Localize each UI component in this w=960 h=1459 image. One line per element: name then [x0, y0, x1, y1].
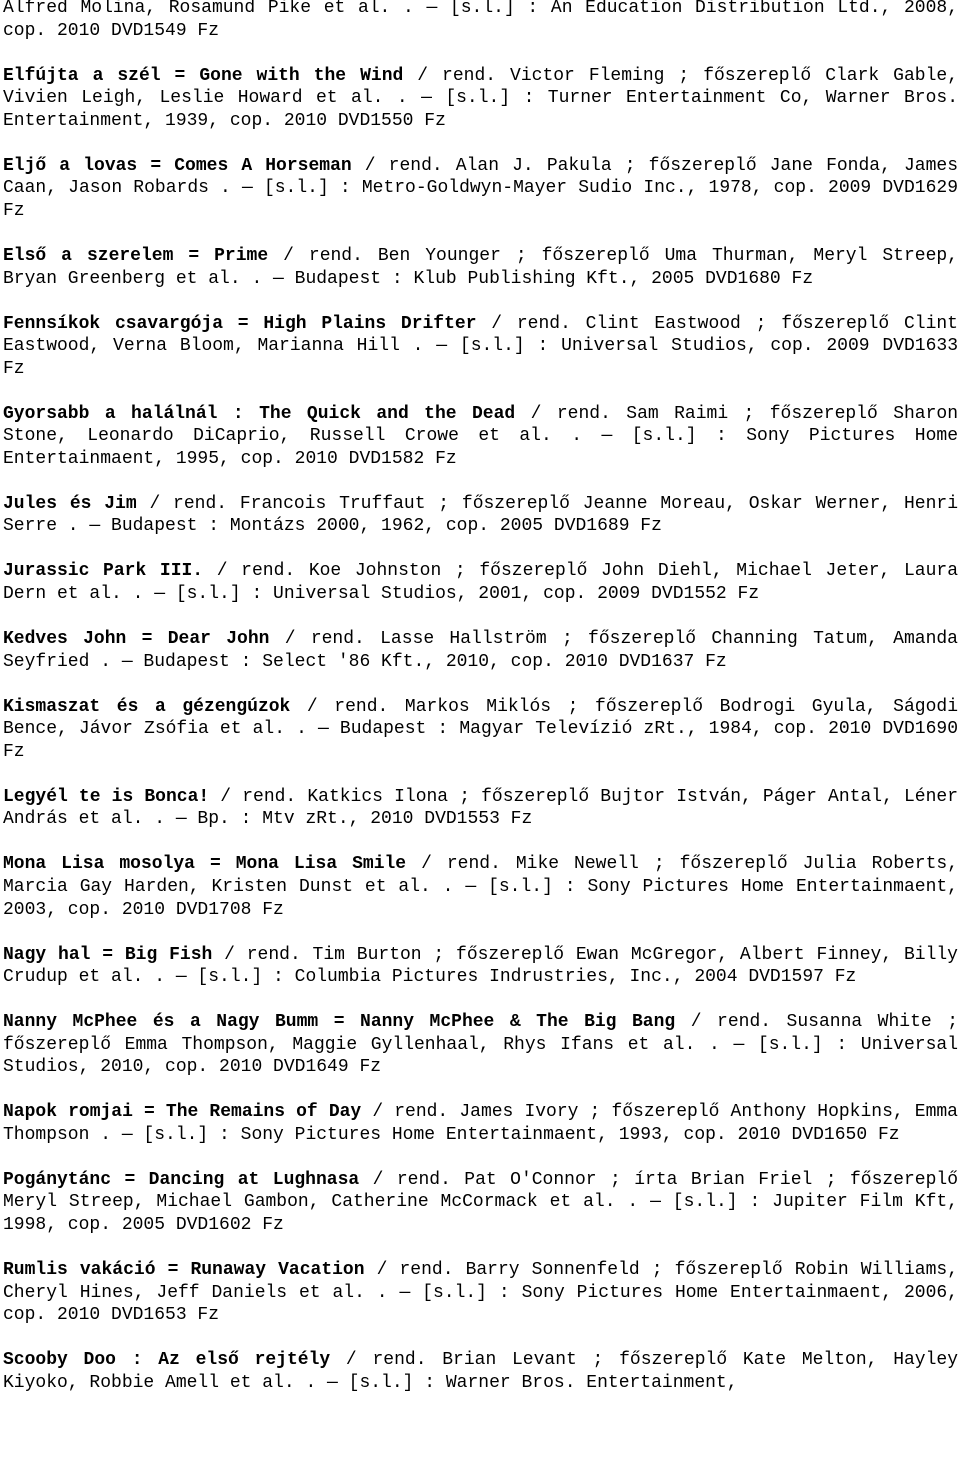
entry-details: / rend. Susanna White ; főszereplő Emma Thompson, Maggie Gyllenhaal, Rhys Ifans et al. . — [s.l.] : Universal Studios, 2010, cop. 2010 DVD1649 Fz: [3, 1012, 959, 1078]
entry-details: / rend. Victor Fleming ; főszereplő Clark Gable, Vivien Leigh, Leslie Howard et al. . — [s.l.] : Turner Entertainment Co, Warner Bros. Entertainment, 1939, cop. 2010 DVD1550 Fz: [3, 65, 958, 131]
catalog-entry: [3, 155, 958, 223]
entry-details: / rend. Ben Younger ; főszereplő Uma Thurman, Meryl Streep, Bryan Greenberg et al. . — Budapest : Klub Publishing Kft., 2005 DVD1680 Fz: [3, 245, 958, 289]
catalog-entry: [3, 0, 958, 42]
entry-title: Napok romjai = The Remains of Day: [3, 1102, 362, 1123]
entry-title: Elfújta a szél = Gone with the Wind: [3, 65, 404, 86]
catalog-entry: [3, 1101, 958, 1146]
catalog-entry: [3, 696, 958, 764]
entry-title: Első a szerelem = Prime: [3, 245, 269, 266]
entry-details: / rend. Barry Sonnenfeld ; főszereplő Robin Williams, Cheryl Hines, Jeff Daniels et al. . — [s.l.] : Sony Pictures Home Entertainmaent, 2006, cop. 2010 DVD1653 Fz: [3, 1260, 958, 1326]
entry-title: Eljő a lovas = Comes A Horseman: [3, 155, 352, 176]
entry-title: Mona Lisa mosolya = Mona Lisa Smile: [3, 854, 407, 875]
entry-details: / rend. Brian Levant ; főszereplő Kate Melton, Hayley Kiyoko, Robbie Amell et al. . — [s.l.] : Warner Bros. Entertainment,: [3, 1350, 959, 1393]
entry-title: Kedves John = Dear John: [3, 629, 270, 649]
entry-title: Nagy hal = Big Fish: [3, 944, 213, 965]
entry-details: Alfred Molina, Rosamund Pike et al. . — [s.l.] : An Education Distribution Ltd., 2008, cop. 2010 DVD1549 Fz: [3, 0, 958, 41]
catalog-entry: [3, 493, 958, 538]
entry-details: / rend. Alan J. Pakula ; főszereplő Jane Fonda, James Caan, Jason Robards . — [s.l.] : Metro-Goldwyn-Mayer Sudio Inc., 1978, cop. 2009 DVD1629 Fz: [3, 155, 958, 221]
entry-details: / rend. Katkics Ilona ; főszereplő Bujtor István, Páger Antal, Léner András et al. . — Bp. : Mtv zRt., 2010 DVD1553 Fz: [3, 786, 958, 830]
entry-title: Gyorsabb a halálnál : The Quick and the Dead: [3, 403, 516, 424]
entry-title: Nanny McPhee és a Nagy Bumm = Nanny McPhee & The Big Bang: [3, 1012, 676, 1033]
catalog-entry: [3, 944, 958, 989]
catalog-entry: [3, 853, 958, 921]
entry-title: Jurassic Park III.: [3, 561, 204, 582]
entry-title: Rumlis vakáció = Runaway Vacation: [3, 1260, 365, 1280]
catalog-entry: [3, 786, 958, 831]
entry-title: Pogánytánc = Dancing at Lughnasa: [3, 1169, 360, 1190]
entry-details: / rend. Sam Raimi ; főszereplő Sharon Stone, Leonardo DiCaprio, Russell Crowe et al. . — [s.l.] : Sony Pictures Home Entertainmaent, 1995, cop. 2010 DVD1582 Fz: [3, 403, 959, 469]
entry-details: / rend. James Ivory ; főszereplő Anthony Hopkins, Emma Thompson . — [s.l.] : Sony Pictures Home Entertainmaent, 1993, cop. 2010 DVD1650 Fz: [3, 1102, 958, 1145]
catalog-entry: [3, 1349, 958, 1394]
entry-title: Jules és Jim: [3, 493, 137, 514]
catalog-entry: [3, 628, 958, 673]
entry-title: Kismaszat és a gézengúzok: [3, 696, 291, 717]
catalog-entry: [3, 65, 958, 133]
entry-details: / rend. Koe Johnston ; főszereplő John Diehl, Michael Jeter, Laura Dern et al. . — [s.l.] : Universal Studios, 2001, cop. 2009 DVD1552 Fz: [3, 561, 959, 605]
catalog-entry: [3, 1011, 958, 1079]
catalog-entry: [3, 245, 958, 290]
catalog-entry: [3, 560, 958, 605]
entry-title: Legyél te is Bonca!: [3, 786, 210, 807]
entry-title: Scooby Doo : Az első rejtély: [3, 1350, 331, 1371]
entry-details: / rend. Lasse Hallström ; főszereplő Channing Tatum, Amanda Seyfried . — Budapest : Select '86 Kft., 2010, cop. 2010 DVD1637 Fz: [3, 629, 958, 672]
entry-details: / rend. Mike Newell ; főszereplő Julia Roberts, Marcia Gay Harden, Kristen Dunst et al. . — [s.l.] : Sony Pictures Home Entertainmaent, 2003, cop. 2010 DVD1708 Fz: [3, 854, 959, 920]
entry-details: / rend. Clint Eastwood ; főszereplő Clint Eastwood, Verna Bloom, Marianna Hill . — [s.l.] : Universal Studios, cop. 2009 DVD1633 Fz: [3, 313, 958, 379]
catalog-entry: [3, 403, 958, 471]
entry-details: / rend. Francois Truffaut ; főszereplő Jeanne Moreau, Oskar Werner, Henri Serre . — Budapest : Montázs 2000, 1962, cop. 2005 DVD1689 Fz: [3, 493, 958, 537]
entry-details: / rend. Tim Burton ; főszereplő Ewan McGregor, Albert Finney, Billy Crudup et al. . — [s.l.] : Columbia Pictures Indrustries, Inc., 2004 DVD1597 Fz: [3, 944, 958, 988]
entry-details: / rend. Pat O'Connor ; írta Brian Friel ; főszereplő Meryl Streep, Michael Gambon, Catherine McCormack et al. . — [s.l.] : Jupiter Film Kft, 1998, cop. 2005 DVD1602 Fz: [3, 1169, 958, 1236]
entry-details: / rend. Markos Miklós ; főszereplő Bodrogi Gyula, Ságodi Bence, Jávor Zsófia et al. . — Budapest : Magyar Televízió zRt., 1984, cop. 2010 DVD1690 Fz: [3, 696, 958, 762]
catalog-entry: [3, 1169, 958, 1237]
catalog-list: [3, 0, 958, 1394]
catalog-entry: [3, 1259, 958, 1327]
entry-title: Fennsíkok csavargója = High Plains Drifter: [3, 313, 477, 334]
catalog-entry: [3, 313, 958, 381]
